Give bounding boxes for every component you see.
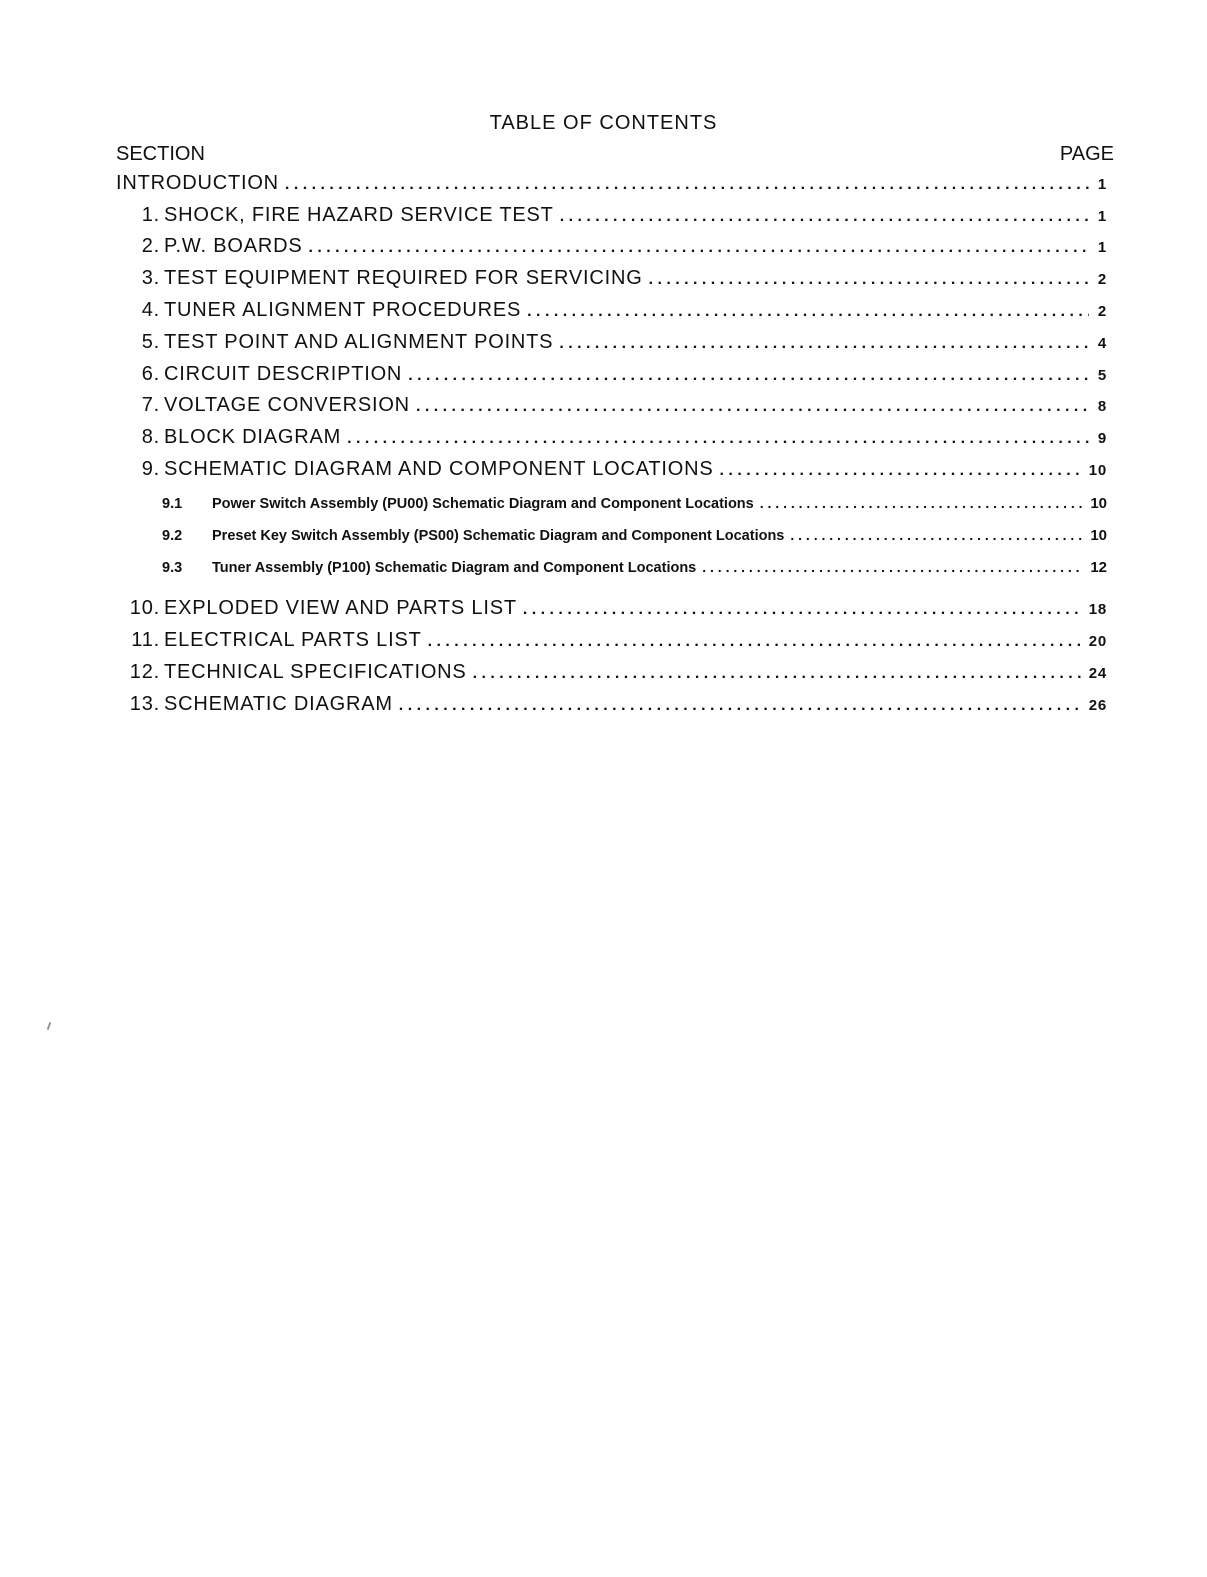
toc-entry[interactable]: [116, 426, 1111, 456]
toc-entry-page: 1: [1097, 208, 1107, 225]
toc-entry-title: P.W. BOARDS: [164, 235, 303, 257]
toc-entry-number: 5.: [141, 331, 160, 353]
dot-leader: [702, 559, 1084, 575]
toc-entry-number: 6.: [141, 363, 160, 385]
section-column-header: SECTION: [116, 143, 205, 165]
toc-entry-number: 8.: [141, 426, 160, 448]
toc-entry-title: INTRODUCTION: [116, 172, 279, 194]
toc-entry-title: SCHEMATIC DIAGRAM: [164, 693, 393, 715]
dot-leader: [285, 176, 1089, 194]
toc-subentry[interactable]: [116, 495, 1111, 525]
toc-entry-page: 24: [1088, 665, 1107, 682]
toc-entry-page: 20: [1088, 633, 1107, 650]
toc-entry[interactable]: [116, 693, 1111, 723]
toc-entry[interactable]: [116, 331, 1111, 361]
dot-leader: [523, 601, 1083, 619]
scan-speck: [47, 1022, 52, 1030]
toc-entry-title: BLOCK DIAGRAM: [164, 426, 342, 448]
toc-entry-page: 9: [1097, 430, 1107, 447]
toc-entry-page: 2: [1097, 303, 1107, 320]
toc-entry[interactable]: [116, 235, 1111, 265]
toc-entry-page: 10: [1088, 462, 1107, 479]
toc-entry-page: 1: [1097, 176, 1107, 193]
toc-subentry-page: 12: [1090, 559, 1107, 576]
toc-entry[interactable]: [116, 363, 1111, 393]
toc-subentry-page: 10: [1090, 527, 1107, 544]
toc-entry-title: TECHNICAL SPECIFICATIONS: [164, 661, 467, 683]
dot-leader: [790, 527, 1084, 543]
toc-subentry[interactable]: [116, 527, 1111, 557]
toc-entry-number: 7.: [141, 394, 160, 416]
dot-leader: [428, 633, 1083, 651]
dot-leader: [308, 239, 1089, 257]
page-column-header: PAGE: [1059, 143, 1114, 165]
toc-entry[interactable]: [116, 597, 1111, 627]
toc-subentry-number: 9.3: [162, 560, 183, 576]
toc-entry-number: 3.: [141, 267, 160, 289]
toc-entry-page: 8: [1097, 398, 1107, 415]
toc-entry-number: 4.: [141, 299, 160, 321]
toc-entry-number: 2.: [141, 235, 160, 257]
dot-leader: [473, 665, 1083, 683]
toc-entry-page: 1: [1097, 239, 1107, 256]
dot-leader: [399, 697, 1083, 715]
toc-entry-page: 5: [1097, 367, 1107, 384]
toc-entry[interactable]: [116, 458, 1111, 488]
toc-entry[interactable]: [116, 629, 1111, 659]
dot-leader: [720, 462, 1083, 480]
toc-entry[interactable]: [116, 204, 1111, 234]
dot-leader: [527, 303, 1089, 321]
toc-entry[interactable]: [116, 267, 1111, 297]
toc-entry-number: 13.: [129, 693, 160, 715]
toc-entry-title: TEST EQUIPMENT REQUIRED FOR SERVICING: [164, 267, 643, 289]
toc-entry-title: TUNER ALIGNMENT PROCEDURES: [164, 299, 522, 321]
dot-leader: [408, 367, 1089, 385]
toc-entry-title: VOLTAGE CONVERSION: [164, 394, 410, 416]
toc-entry-page: 18: [1088, 601, 1107, 618]
toc-entry-number: 1.: [141, 204, 160, 226]
toc-entry-introduction[interactable]: [116, 172, 1111, 202]
toc-subentry[interactable]: [116, 559, 1111, 589]
dot-leader: [560, 208, 1089, 226]
toc-entry-page: 4: [1097, 335, 1107, 352]
toc-entry-page: 26: [1088, 697, 1107, 714]
toc-entry-title: CIRCUIT DESCRIPTION: [164, 363, 403, 385]
toc-entry-title: EXPLODED VIEW AND PARTS LIST: [164, 597, 517, 619]
toc-entry-title: SCHEMATIC DIAGRAM AND COMPONENT LOCATIONS: [164, 458, 714, 480]
dot-leader: [649, 271, 1089, 289]
toc-subentry-page: 10: [1090, 495, 1107, 512]
toc-entry-number: 11.: [131, 629, 160, 651]
toc-entry-title: TEST POINT AND ALIGNMENT POINTS: [164, 331, 554, 353]
dot-leader: [760, 495, 1085, 511]
dot-leader: [347, 430, 1089, 448]
toc-subentry-number: 9.1: [162, 496, 183, 512]
page-title: TABLE OF CONTENTS: [489, 112, 718, 134]
toc-entry-title: ELECTRICAL PARTS LIST: [164, 629, 422, 651]
toc-entry-number: 12.: [129, 661, 160, 683]
dot-leader: [416, 398, 1089, 416]
toc-entry[interactable]: [116, 394, 1111, 424]
toc-subentry-title: Tuner Assembly (P100) Schematic Diagram and Component Locations: [212, 560, 697, 576]
toc-entry-number: 10.: [129, 597, 160, 619]
toc-entry-number: 9.: [141, 458, 160, 480]
toc-entry-title: SHOCK, FIRE HAZARD SERVICE TEST: [164, 204, 554, 226]
toc-subentry-title: Power Switch Assembly (PU00) Schematic Diagram and Component Locations: [212, 496, 754, 512]
toc-entry-page: 2: [1097, 271, 1107, 288]
toc-subentry-number: 9.2: [162, 528, 183, 544]
toc-entry[interactable]: [116, 661, 1111, 691]
toc-subentry-title: Preset Key Switch Assembly (PS00) Schematic Diagram and Component Locations: [212, 528, 785, 544]
dot-leader: [559, 335, 1089, 353]
toc-entry[interactable]: [116, 299, 1111, 329]
